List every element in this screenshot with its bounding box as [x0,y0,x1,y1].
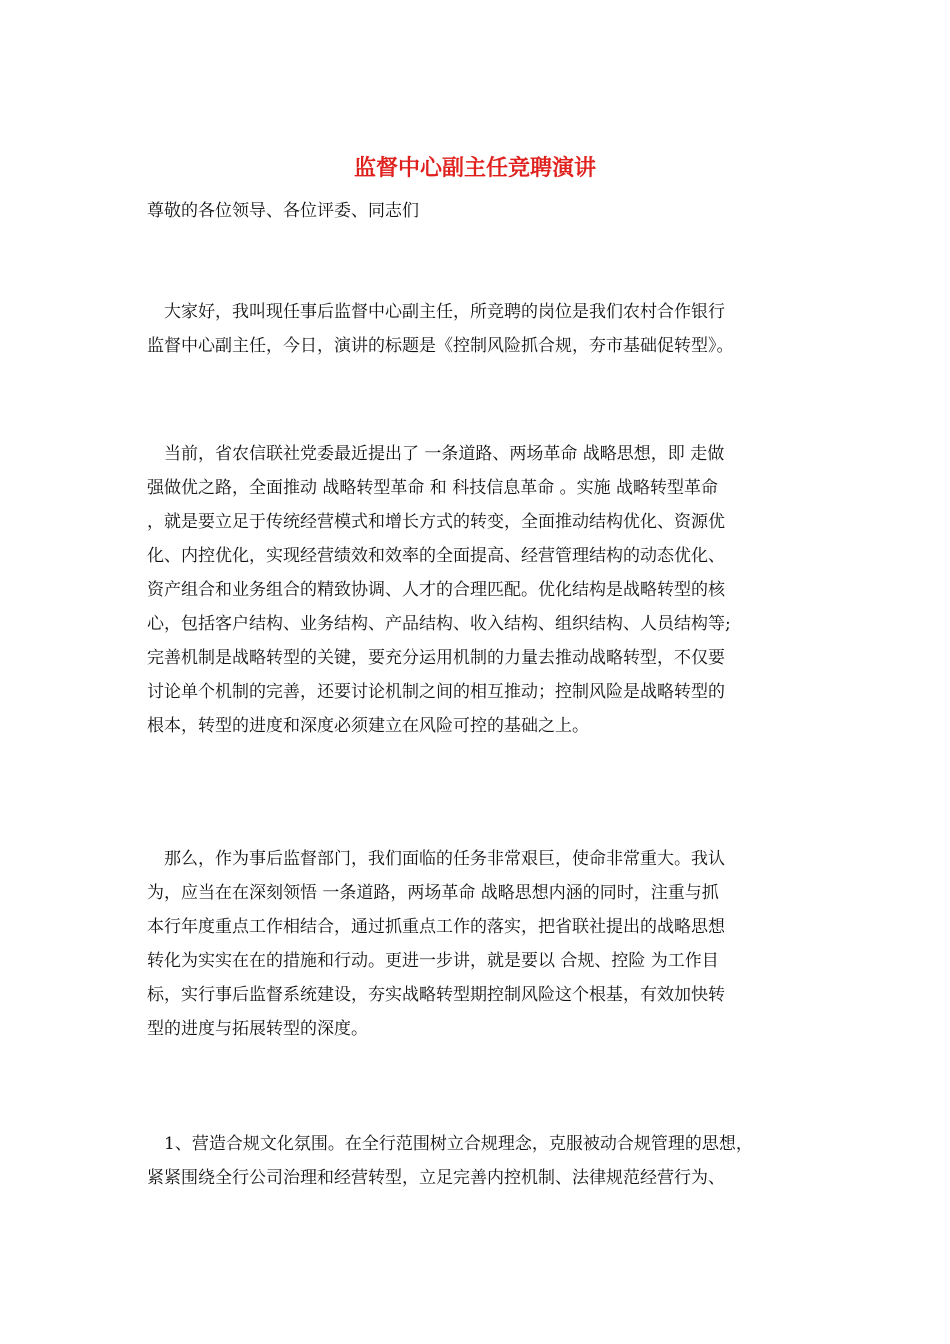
paragraph-line: 1、营造合规文化氛围。在全行范围树立合规理念，克服被动合规管理的思想， [164,1134,753,1154]
paragraph-line: 转化为实实在在的措施和行动。更进一步讲，就是要以 合规、控险 为工作目 [147,951,719,971]
paragraph-line: 讨论单个机制的完善，还要讨论机制之间的相互推动；控制风险是战略转型的 [147,682,725,702]
salutation: 尊敬的各位领导、各位评委、同志们 [147,201,419,221]
paragraph-line: 资产组合和业务组合的精致协调、人才的合理匹配。优化结构是战略转型的核 [147,580,725,600]
paragraph-line: 根本，转型的进度和深度必须建立在风险可控的基础之上。 [147,716,589,736]
paragraph-line: 心，包括客户结构、业务结构、产品结构、收入结构、组织结构、人员结构等; [147,614,731,634]
paragraph-line: 标，实行事后监督系统建设，夯实战略转型期控制风险这个根基，有效加快转 [147,985,725,1005]
paragraph-line: 紧紧围绕全行公司治理和经营转型，立足完善内控机制、法律规范经营行为、 [147,1168,725,1188]
paragraph-line: 为，应当在在深刻领悟 一条道路，两场革命 战略思想内涵的同时，注重与抓 [147,883,719,903]
paragraph-line: 化、内控优化，实现经营绩效和效率的全面提高、经营管理结构的动态优化、 [147,546,725,566]
paragraph-line: 本行年度重点工作相结合，通过抓重点工作的落实，把省联社提出的战略思想 [147,917,725,937]
paragraph-line: ，就是要立足于传统经营模式和增长方式的转变，全面推动结构优化、资源优 [147,512,725,532]
paragraph-3 [147,842,807,1046]
paragraph-line: 那么，作为事后监督部门，我们面临的任务非常艰巨，使命非常重大。我认 [164,849,725,869]
paragraph-line: 完善机制是战略转型的关键，要充分运用机制的力量去推动战略转型，不仅要 [147,648,725,668]
paragraph-line: 当前，省农信联社党委最近提出了 一条道路、两场革命 战略思想，即 走做 [164,444,725,464]
paragraph-4 [147,1127,807,1195]
paragraph-line: 型的进度与拓展转型的深度。 [147,1019,368,1039]
paragraph-line: 监督中心副主任，今日，演讲的标题是《控制风险抓合规，夯市基础促转型》。 [147,336,734,356]
paragraph-line: 强做优之路，全面推动 战略转型革命 和 科技信息革命 。实施 战略转型革命 [147,478,719,498]
page-title: 监督中心副主任竞聘演讲 [353,155,596,181]
paragraph-2 [147,437,807,743]
paragraph-line: 大家好，我叫现任事后监督中心副主任，所竞聘的岗位是我们农村合作银行 [164,302,725,322]
paragraph-1 [147,295,807,363]
